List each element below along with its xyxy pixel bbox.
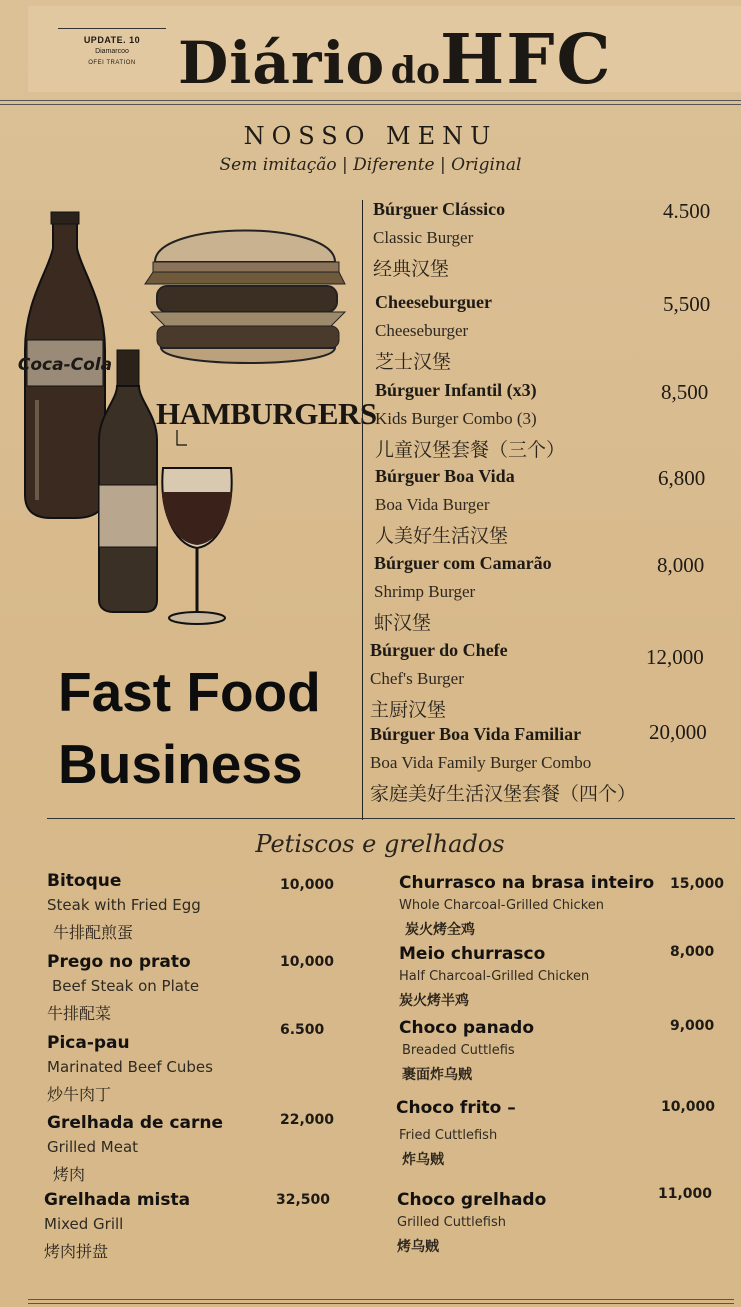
burger-item — [374, 553, 724, 635]
snack-name-en: Marinated Beef Cubes — [47, 1058, 213, 1076]
snack-name-pt: Choco panado — [399, 1018, 534, 1038]
snack-name-zh: 炸乌贼 — [402, 1152, 444, 1168]
snack-name-zh: 烤肉拼盘 — [44, 1242, 109, 1261]
burger-item — [370, 640, 725, 722]
burger-price: 8,500 — [661, 380, 709, 404]
burger-name-pt: Cheeseburguer — [375, 292, 492, 312]
burger-price: 20,000 — [649, 720, 707, 744]
burger-name-en: Boa Vida Burger — [375, 495, 490, 514]
badge-line-2: Diamarcoo — [95, 48, 129, 55]
svg-text:Coca-Cola: Coca-Cola — [17, 355, 113, 375]
snack-name-pt: Pica-pau — [47, 1033, 130, 1053]
burger-name-zh: 经典汉堡 — [373, 258, 450, 280]
snack-name-zh: 炭火烤半鸡 — [399, 993, 469, 1009]
footer-rule — [28, 1299, 734, 1300]
snack-price: 9,000 — [670, 1018, 715, 1034]
burger-price: 12,000 — [646, 645, 704, 669]
snack-name-zh: 炒牛肉丁 — [47, 1085, 112, 1104]
snack-name-en: Grilled Cuttlefish — [397, 1215, 506, 1230]
burger-name-zh: 虾汉堡 — [374, 612, 432, 634]
snack-name-en: Steak with Fried Egg — [47, 896, 201, 914]
snack-name-zh: 烤乌贼 — [397, 1239, 439, 1255]
snack-name-pt: Meio churrasco — [399, 944, 546, 964]
newspaper-title — [178, 20, 613, 100]
masthead — [28, 6, 741, 100]
wine-glass-icon — [162, 468, 232, 624]
vertical-divider — [362, 200, 363, 820]
snack-name-en: Beef Steak on Plate — [52, 977, 200, 995]
snack-name-zh: 烤肉 — [53, 1165, 86, 1184]
hamburgers-label: HAMBURGERS — [156, 396, 377, 431]
cola-bottle-icon — [18, 212, 112, 518]
snack-name-zh: 炭火烤全鸡 — [405, 922, 475, 938]
burger-name-pt: Búrguer Boa Vida Familiar — [370, 724, 582, 744]
burger-item — [373, 199, 723, 281]
badge-line-3: OFEI TRATION — [88, 60, 136, 66]
burger-item — [375, 380, 725, 462]
snack-name-en: Mixed Grill — [44, 1215, 124, 1233]
masthead-rule-thin — [0, 104, 741, 105]
snack-name-pt: Grelhada mista — [44, 1190, 191, 1210]
snack-price: 6.500 — [280, 1022, 325, 1038]
snack-name-en: Whole Charcoal-Grilled Chicken — [399, 898, 604, 913]
snack-price: 10,000 — [661, 1099, 716, 1115]
snack-price: 10,000 — [280, 877, 335, 893]
snack-name-pt: Churrasco na brasa inteiro — [399, 873, 655, 893]
burger-icon — [145, 231, 345, 364]
title-word-do: do — [390, 50, 440, 92]
snack-price: 11,000 — [658, 1186, 713, 1202]
section-rule — [47, 818, 735, 819]
menu-subtitle: Sem imitação | Diferente | Original — [219, 155, 522, 175]
footer-rule-thin — [28, 1303, 734, 1304]
snack-name-pt: Choco frito – — [396, 1098, 516, 1118]
burger-item — [375, 466, 725, 548]
snack-price: 32,500 — [276, 1192, 331, 1208]
burger-name-zh: 主厨汉堡 — [370, 699, 447, 721]
burger-item — [375, 292, 725, 374]
menu-heading: NOSSO MENU — [243, 122, 498, 150]
snack-item — [396, 1098, 729, 1169]
snack-name-pt: Bitoque — [47, 871, 122, 891]
snack-name-pt: Grelhada de carne — [47, 1113, 224, 1133]
snack-item — [47, 952, 347, 1024]
snack-name-en: Half Charcoal-Grilled Chicken — [399, 969, 590, 984]
fast-food-business-tagline — [58, 656, 321, 800]
burger-name-en: Kids Burger Combo (3) — [375, 409, 537, 428]
snack-price: 22,000 — [280, 1112, 335, 1128]
snack-name-en: Grilled Meat — [47, 1138, 139, 1156]
snack-name-pt: Choco grelhado — [397, 1190, 547, 1210]
burger-name-pt: Búrguer do Chefe — [370, 640, 508, 660]
snack-item — [44, 1190, 344, 1262]
burger-name-en: Cheeseburger — [375, 321, 469, 340]
tagline-line-1: Fast Food — [58, 661, 321, 723]
snack-item — [47, 1022, 347, 1105]
burger-name-zh: 人美好生活汉堡 — [375, 525, 509, 547]
burger-name-en: Classic Burger — [373, 228, 474, 247]
burger-name-zh: 儿童汉堡套餐（三个） — [375, 439, 566, 461]
masthead-rule — [0, 100, 741, 101]
snack-item — [399, 944, 729, 1010]
burger-price: 4.500 — [663, 199, 711, 223]
title-word-diario: Diário — [178, 29, 386, 97]
burger-name-zh: 家庭美好生活汉堡套餐（四个） — [370, 783, 637, 805]
badge-line-1: UPDATE. 10 — [58, 28, 166, 45]
snack-item — [399, 873, 729, 939]
burger-name-en: Shrimp Burger — [374, 582, 476, 601]
snack-name-pt: Prego no prato — [47, 952, 191, 972]
snack-name-zh: 牛排配菜 — [47, 1004, 112, 1023]
snack-name-en: Breaded Cuttlefis — [402, 1043, 515, 1058]
snack-name-zh: 裹面炸乌贼 — [402, 1067, 472, 1083]
snack-item — [47, 871, 347, 943]
burger-item — [370, 720, 730, 806]
burger-price: 6,800 — [658, 466, 706, 490]
beer-bottle-icon — [99, 350, 157, 612]
burger-name-en: Chef's Burger — [370, 669, 464, 688]
snack-name-zh: 牛排配煎蛋 — [53, 923, 134, 942]
burger-price: 8,000 — [657, 553, 705, 577]
burger-name-pt: Búrguer Infantil (x3) — [375, 380, 537, 400]
update-badge — [58, 28, 166, 88]
snack-price: 10,000 — [280, 954, 335, 970]
snack-item — [399, 1018, 729, 1084]
burger-name-zh: 芝士汉堡 — [375, 351, 452, 373]
tagline-line-2: Business — [58, 733, 303, 795]
snack-price: 15,000 — [670, 876, 725, 892]
snack-price: 8,000 — [670, 944, 715, 960]
burger-name-pt: Búrguer com Camarão — [374, 553, 552, 573]
title-word-hfc: HFC — [439, 20, 613, 100]
burger-price: 5,500 — [663, 292, 711, 316]
burger-name-pt: Búrguer Clássico — [373, 199, 506, 219]
snacks-section-title: Petiscos e grelhados — [255, 830, 505, 858]
burger-name-pt: Búrguer Boa Vida — [375, 466, 515, 486]
snack-name-en: Fried Cuttlefish — [399, 1128, 498, 1143]
snack-item — [47, 1113, 347, 1185]
snack-item — [397, 1186, 729, 1256]
burger-name-en: Boa Vida Family Burger Combo — [370, 753, 592, 772]
